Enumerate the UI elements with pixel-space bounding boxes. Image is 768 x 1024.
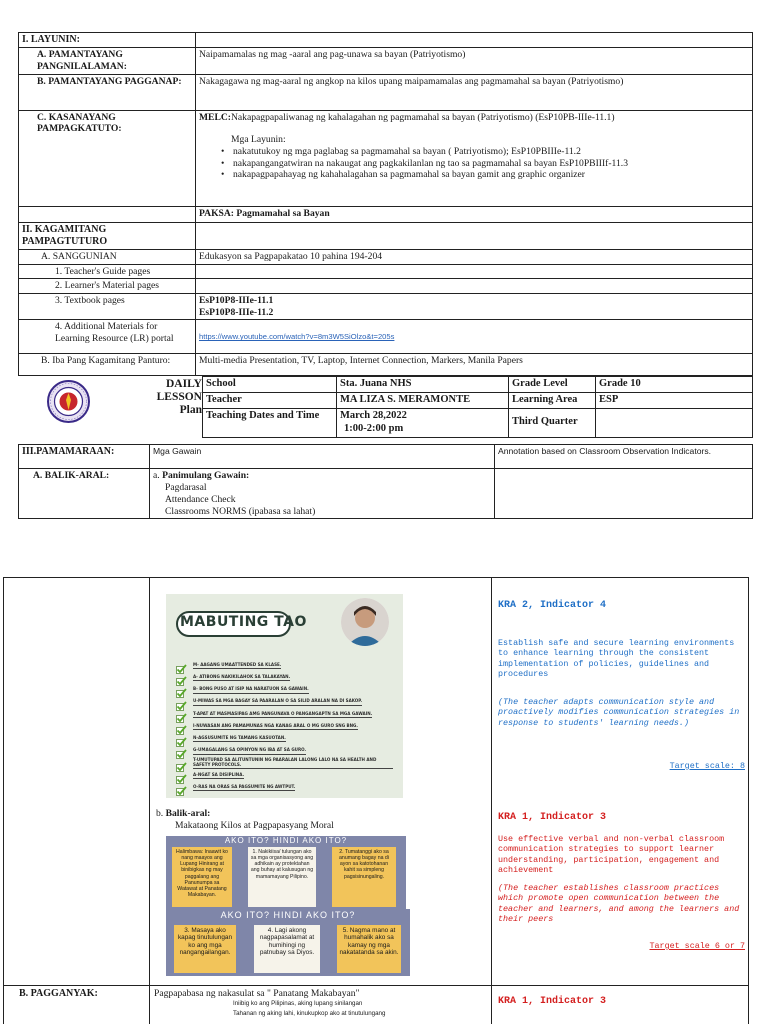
checkbox-icon — [176, 710, 187, 720]
kra-note: (The teacher adapts communication style and proactively modifies communication strategies in response to students' learning needs.) — [498, 697, 740, 728]
panimulang-item: Attendance Check — [165, 493, 236, 505]
teacher-label: Teacher — [203, 393, 337, 409]
norm-text: N-AGSUSUMITE NG TAMANG KASUOTAN. — [193, 736, 286, 742]
grade-level-value: Grade 10 — [596, 377, 753, 393]
layunin-list — [199, 146, 749, 181]
norm-item — [176, 770, 398, 782]
slide-3-card: 5. Nagma mano at humahalik ako sa kamay ng mga nakatatanda sa akin. — [337, 925, 401, 973]
norm-item — [176, 709, 398, 721]
slide-3-card: 3. Masaya ako kapag tinutulungan ko ang mga nangangailangan. — [174, 925, 236, 973]
norm-item — [176, 782, 398, 794]
textbook-pages-label: 3. Textbook pages — [19, 294, 196, 320]
mabuting-tao-slide — [166, 594, 403, 798]
textbook-pages-value — [196, 294, 753, 320]
learning-area-label: Learning Area — [509, 393, 596, 409]
kra-note: (The teacher establishes classroom practices which promote open communication between the teacher and learners, and among the learners and their peers — [498, 883, 740, 924]
norm-item — [176, 758, 398, 770]
norm-text: A- ATIBONG NAKIKILAHOK SA TALAKAYAN. — [193, 675, 290, 681]
slide-2-card: Halimbawa: Inaawit ko nang maayos ang Lupang Hinirang at binibigkas ng may paggalang ang Panunumpa sa Watawat at Panatang Makabayan. — [172, 847, 232, 907]
additional-materials-label: 4. Additional Materials for Learning Resource (LR) portal — [19, 320, 196, 354]
norm-text: O-RAS NA ORAS SA PAGSUMITE NG AWTPUT. — [193, 785, 295, 791]
grade-level-label: Grade Level — [509, 377, 596, 393]
section-ii-title: II. KAGAMITANG PAMPAGTUTURO — [19, 222, 196, 249]
layunin-item: • nakatutukoy ng mga paglabag sa pagmamahal sa bayan ( Patriyotismo); EsP10PBIIIe-11.2 — [233, 146, 749, 158]
dlp-title-line: LESSON — [156, 391, 202, 404]
sanggunian-value: Edukasyon sa Pagpapakatao 10 pahina 194-204 — [196, 249, 753, 264]
panatang-makabayan-excerpt — [233, 999, 385, 1019]
teaching-dates-value — [337, 409, 509, 438]
norm-item — [176, 672, 398, 684]
item-prefix: b. — [156, 808, 164, 819]
norm-text: T-UMUTUPAD SA ALITUNTUNIN NG PAARALAN LALONG LALO NA SA HEALTH AND SAFETY PROTOCOLS. — [193, 758, 393, 769]
checkbox-icon — [176, 783, 187, 793]
checkbox-icon — [176, 673, 187, 683]
norm-item — [176, 697, 398, 709]
norm-text: T-APAT AT MASMASIPAG AMG PANGUNAVA O PANGANGAPTN SA MGA GAWAIN. — [193, 712, 372, 718]
kasanayang-pampagkatuto-label: C. KASANAYANG PAMPAGKATUTO: — [19, 110, 196, 206]
item-prefix: a. — [153, 470, 160, 482]
slide-2-card: 1. Nakikiisa/ tulungan ako sa mga organisasyong ang adhikain ay protektahan ang buhay at kalusugan ng mamamayang Pilipino. — [248, 847, 316, 907]
kasanayang-pampagkatuto-value — [196, 110, 753, 206]
checkbox-icon — [176, 746, 187, 756]
norm-item — [176, 733, 398, 745]
kra-heading: KRA 2, Indicator 4 — [498, 600, 607, 611]
pamantayang-pagganap-label: B. PAMANTAYANG PAGGANAP: — [19, 74, 196, 110]
panimulang-gawain — [150, 469, 495, 519]
layunin-item: • nakapangangatwiran na nakaugat ang pagkakilanlan ng tao sa pagmamahal sa bayan EsP10PBIIIf-11.3 — [233, 158, 749, 170]
panimulang-item: Pagdarasal — [165, 482, 207, 494]
mabuting-tao-title: MABUTING TAO — [180, 614, 307, 630]
classroom-norms-list — [176, 660, 398, 794]
textbook-code-2: EsP10P8-IIIe-11.2 — [199, 306, 274, 318]
slide-3-title: AKO ITO? HINDI AKO ITO? — [220, 910, 356, 920]
balik-aral-label: A. BALIK-ARAL: — [19, 469, 150, 519]
kra-heading: KRA 1, Indicator 3 — [498, 996, 607, 1007]
balik-aral-topic: Makataong Kilos at Pagpapasyang Moral — [175, 820, 334, 831]
norm-item — [176, 745, 398, 757]
sanggunian-label: A. SANGGUNIAN — [19, 249, 196, 264]
checkbox-icon — [176, 698, 187, 708]
school-label: School — [203, 377, 337, 393]
teacher-photo — [341, 598, 389, 646]
teacher-value: MA LIZA S. MERAMONTE — [337, 393, 509, 409]
learning-area-value: ESP — [596, 393, 753, 409]
dlp-title — [138, 378, 202, 417]
teaching-dates-label: Teaching Dates and Time — [203, 409, 337, 438]
teaching-time: 1:00-2:00 pm — [344, 422, 404, 434]
kra-body: Establish safe and secure learning environments to enhance learning through the consistent implementation of policies, guidelines and procedures — [498, 638, 735, 679]
norm-item — [176, 721, 398, 733]
dlp-title-line: Plan — [179, 404, 202, 417]
ako-ito-slide-1 — [166, 836, 406, 911]
slide-2-card: 2. Tumatanggi ako sa anumang bagay na di ayon sa katotohanan kahit sa simpleng pagsisinungaling. — [332, 847, 396, 907]
pamantayang-pangnilalaman-label: A. PAMANTAYANG PANGNILALAMAN: — [19, 48, 196, 74]
layunin-item: • nakapagpapahayag ng kahahalagahan sa pagmamahal sa bayan gamit ang graphic organizer — [233, 169, 749, 181]
panimulang-item: Classrooms NORMS (ipabasa sa lahat) — [165, 505, 316, 517]
pagganyak-label: B. PAGGANYAK: — [19, 988, 98, 999]
balik-aral-b-title: Balik-aral: — [165, 808, 211, 819]
dlp-header — [18, 376, 753, 438]
norm-item — [176, 684, 398, 696]
norm-text: A-NGAT SA DISIPLINA. — [193, 773, 244, 779]
checkbox-icon — [176, 771, 187, 781]
lesson-plan-page-1 — [18, 32, 753, 519]
mga-layunin-label: Mga Layunin: — [231, 134, 286, 146]
kra-heading: KRA 1, Indicator 3 — [498, 812, 607, 823]
textbook-code-1: EsP10P8-IIIe-11.1 — [199, 295, 274, 307]
pamamaraan-table — [18, 444, 753, 519]
ako-ito-slide-2 — [166, 909, 410, 976]
norm-item — [176, 660, 398, 672]
teachers-guide-label: 1. Teacher's Guide pages — [19, 264, 196, 279]
slide-2-title: AKO ITO? HINDI AKO ITO? — [224, 836, 348, 845]
panata-line: Iniibig ko ang Pilipinas, aking lupang sinilangan — [233, 1000, 363, 1007]
deped-seal-icon — [47, 380, 90, 423]
school-value: Sta. Juana NHS — [337, 377, 509, 393]
norm-text: I-NUWASAN ANG PAMAMUNAS NGA KANAG ARAL O MG GURO SNG BNG. — [193, 724, 358, 730]
kra-body: Use effective verbal and non-verbal classroom communication strategies to support learner understanding, participation, engagement and achievement — [498, 834, 725, 875]
paksa: PAKSA: Pagmamahal sa Bayan — [196, 206, 753, 222]
checkbox-icon — [176, 661, 187, 671]
annotation-label: Annotation based on Classroom Observation Indicators. — [495, 445, 753, 469]
learners-material-label: 2. Learner's Material pages — [19, 279, 196, 294]
checkbox-icon — [176, 759, 187, 769]
layunin-table — [18, 32, 753, 376]
target-scale: Target scale: 8 — [669, 761, 745, 771]
checkbox-icon — [176, 685, 187, 695]
youtube-link[interactable]: https://www.youtube.com/watch?v=8m3W5SiOlzo&t=205s — [199, 332, 395, 342]
panata-line: Tahanan ng aking lahi, kinukupkop ako at tinutulungang — [233, 1010, 386, 1017]
checkbox-icon — [176, 722, 187, 732]
teaching-date: March 28,2022 — [340, 410, 407, 422]
dlp-title-line: DAILY — [165, 378, 202, 391]
norm-text: U-MIWAS SA MGA BAGAY SA PAARALAN O SA SILID ARALAN NA DI SAKOP. — [193, 699, 362, 705]
norm-text: B- BONG PUSO AT ISIP NA NARATUON SA GAWAIN. — [193, 687, 309, 693]
balik-aral-b — [156, 808, 210, 819]
iba-pang-kagamitan-value: Multi-media Presentation, TV, Laptop, Internet Connection, Markers, Manila Papers — [196, 354, 753, 376]
checkbox-icon — [176, 734, 187, 744]
section-i-title: I. LAYUNIN: — [19, 33, 196, 48]
pamamaraan-title: III.PAMAMARAAN: — [19, 445, 150, 469]
panimulang-gawain-title: Panimulang Gawain: — [162, 470, 250, 482]
lesson-plan-page-2 — [3, 577, 749, 1024]
pagganyak-text: Pagpapabasa ng nakasulat sa " Panatang Makabayan" — [154, 988, 360, 999]
norm-text: M- AAGANG UMAATTENDED SA KLASE. — [193, 663, 281, 669]
melc-label: MELC: — [199, 111, 231, 123]
melc-text: Nakapagpapaliwanag ng kahalagahan ng pagmamahal sa bayan (Patriyotismo) (EsP10PB-IIIe-11.1) — [230, 111, 615, 123]
dlp-header-table — [202, 376, 753, 437]
norm-text: G-UMAGALANG SA OPINYON NG IBA AT SA GURO. — [193, 748, 306, 754]
mga-gawain-label: Mga Gawain — [150, 445, 495, 469]
slide-3-card: 4. Lagi akong nagpapasalamat at humihingi ng patnubay sa Diyos. — [254, 925, 320, 973]
pamantayang-pangnilalaman-value: Naipamamalas ng mag -aaral ang pag-unawa sa bayan (Patriyotismo) — [196, 48, 753, 74]
quarter-value: Third Quarter — [509, 409, 596, 438]
iba-pang-kagamitan-label: B. Iba Pang Kagamitang Panturo: — [19, 354, 196, 376]
pamantayang-pagganap-value: Nakagagawa ng mag-aaral ng angkop na kilos upang maipamamalas ang pagmamahal sa bayan (Patriyotismo) — [196, 74, 753, 110]
target-scale: Target scale 6 or 7 — [649, 941, 745, 951]
